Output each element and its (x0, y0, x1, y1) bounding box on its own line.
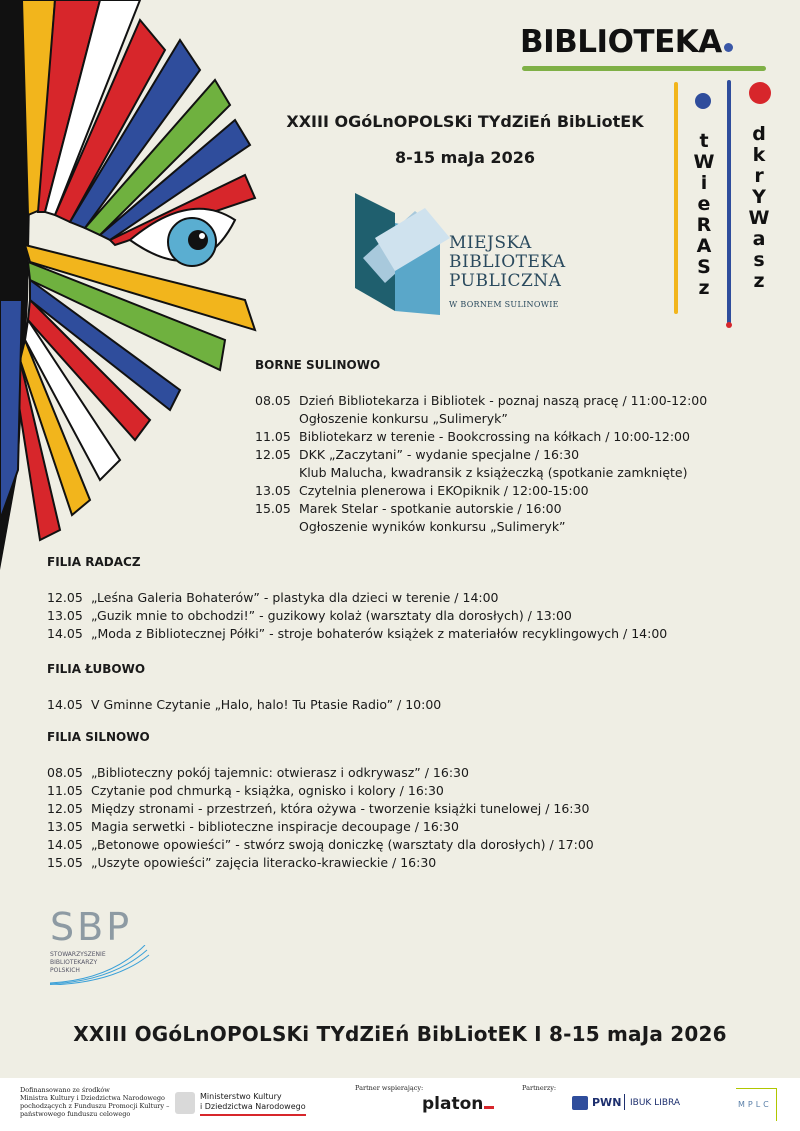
vertical-letter: Y (752, 186, 766, 208)
schedule-row (47, 782, 747, 800)
ibuk-logo: IBUK LIBRA (630, 1098, 681, 1108)
vertical-letter: a (752, 228, 766, 250)
blue-bar (727, 80, 731, 324)
event-date: 12.05 (255, 447, 291, 462)
event-date: 15.05 (255, 501, 291, 516)
schedule-row (47, 854, 747, 872)
eagle-emblem-icon (175, 1092, 195, 1114)
section-title: FILIA RADACZ (47, 555, 141, 569)
section-title: FILIA ŁUBOWO (47, 662, 146, 676)
brand-logo: BIBLIOTEKA (520, 24, 733, 60)
schedule-row (255, 464, 715, 482)
vertical-letter: z (698, 277, 710, 299)
section-filia-lubowo (47, 662, 747, 714)
event-date (255, 518, 299, 536)
event-date: 13.05 (47, 608, 83, 623)
schedule-row (47, 589, 747, 607)
event-date: 14.05 (47, 697, 83, 712)
vertical-letter: i (700, 172, 708, 194)
section-filia-silnowo (47, 730, 747, 872)
vertical-letter: e (697, 193, 711, 215)
event-description: DKK „Zaczytani” - wydanie specjalne / 16:30 (299, 447, 580, 462)
partners-label: Partnerzy: (522, 1084, 557, 1092)
schedule-row (47, 836, 747, 854)
event-description: „Leśna Galeria Bohaterów” - plastyka dla dzieci w terenie / 14:00 (91, 590, 499, 605)
schedule-row (47, 800, 747, 818)
vertical-letter: d (752, 123, 766, 145)
event-description: Ogłoszenie konkursu „Sulimeryk” (299, 411, 508, 426)
event-description: „Betonowe opowieści” - stwórz swoją doniczkę (warsztaty dla dorosłych) / 17:00 (91, 837, 594, 852)
event-date: 13.05 (255, 483, 291, 498)
event-date: 13.05 (47, 819, 83, 834)
platon-logo: platon (422, 1094, 494, 1114)
event-description: „Biblioteczny pokój tajemnic: otwierasz i odkrywasz” / 16:30 (91, 765, 469, 780)
event-description: „Guzik mnie to obchodzi!” - guzikowy kolaż (warsztaty dla dorosłych) / 13:00 (91, 608, 572, 623)
event-description: Między stronami - przestrzeń, która ożywa - tworzenie książki tunelowej / 16:30 (91, 801, 590, 816)
vertical-letter: R (696, 214, 712, 236)
schedule-row (255, 428, 715, 446)
event-description: Dzień Bibliotekarza i Bibliotek - poznaj naszą pracę / 11:00-12:00 (299, 393, 708, 408)
event-description: Magia serwetki - biblioteczne inspiracje decoupage / 16:30 (91, 819, 459, 834)
vertical-letter: s (753, 249, 765, 271)
event-date (255, 464, 299, 482)
vertical-letter: k (752, 144, 766, 166)
brand-underline (522, 66, 766, 71)
section-filia-radacz (47, 555, 747, 643)
event-date: 14.05 (47, 837, 83, 852)
vertical-letter: S (697, 256, 711, 278)
vertical-letter: W (748, 207, 770, 229)
sbp-wave-icon (50, 945, 150, 985)
schedule-row (255, 446, 715, 464)
vertical-letter: r (754, 165, 764, 187)
event-date: 08.05 (47, 765, 83, 780)
book-eye-illustration (0, 0, 290, 570)
schedule-row (255, 482, 715, 500)
library-name: MIEJSKA BIBLIOTEKA PUBLICZNA W BORNEM SULINOWIE (449, 233, 566, 309)
event-description: Ogłoszenie wyników konkursu „Sulimeryk” (299, 519, 566, 534)
event-description: „Uszyte opowieści” zajęcia literacko-krawieckie / 16:30 (91, 855, 437, 870)
event-description: „Moda z Bibliotecznej Półki” - stroje bohaterów książek z materiałów recyklingowych / 14:00 (91, 626, 668, 641)
schedule-row (47, 818, 747, 836)
event-date: 11.05 (255, 429, 291, 444)
mplc-logo: MPLC (738, 1100, 772, 1109)
schedule-row (47, 607, 747, 625)
blue-dot-icon (695, 93, 711, 109)
sbp-logo: SBP STOWARZYSZENIE BIBLIOTEKARZY POLSKICH (50, 905, 170, 1005)
schedule-row (255, 392, 715, 410)
vertical-letter: W (693, 151, 715, 173)
event-title: XXIII OGóLnOPOLSKi TYdZiEń BibLiotEK (286, 112, 644, 131)
partner-label: Partner wspierający: (355, 1084, 424, 1092)
event-description: Klub Malucha, kwadransik z książeczką (spotkanie zamknięte) (299, 465, 688, 480)
schedule-row (47, 696, 747, 714)
event-date: 11.05 (47, 783, 83, 798)
event-date: 14.05 (47, 626, 83, 641)
event-description: V Gminne Czytanie „Halo, halo! Tu Ptasie Radio” / 10:00 (91, 697, 442, 712)
section-title: FILIA SILNOWO (47, 730, 150, 744)
event-description: Bibliotekarz w terenie - Bookcrossing na kółkach / 10:00-12:00 (299, 429, 690, 444)
pwn-divider (624, 1094, 625, 1110)
event-date: 12.05 (47, 590, 83, 605)
pwn-icon (572, 1096, 588, 1110)
event-date (255, 410, 299, 428)
schedule-row (47, 764, 747, 782)
footer-title: XXIII OGóLnOPOLSKi TYdZiEń BibLiotEK I 8-15 maJa 2026 (73, 1022, 727, 1046)
schedule-row (47, 625, 747, 643)
schedule-row (255, 500, 715, 518)
event-description: Marek Stelar - spotkanie autorskie / 16:00 (299, 501, 562, 516)
event-date: 15.05 (47, 855, 83, 870)
vertical-letter: t (699, 130, 709, 152)
vertical-word-otwierasz (693, 110, 715, 299)
event-dates: 8-15 maJa 2026 (395, 148, 535, 167)
vertical-word-odkrywasz (748, 103, 770, 292)
pwn-logo: PWN (592, 1096, 622, 1109)
event-description: Czytelnia plenerowa i EKOpiknik / 12:00-15:00 (299, 483, 589, 498)
funding-note: Dofinansowano ze środków Ministra Kultury i Dziedzictwa Narodowego pochodzących z Funduszu Promocji Kultury – państwowego funduszu celowego (20, 1086, 170, 1118)
red-dot-icon (749, 82, 771, 104)
event-date: 08.05 (255, 393, 291, 408)
section-borne-sulinowo (255, 358, 715, 536)
ministry-logo: Ministerstwo Kultury i Dziedzictwa Narodowego (200, 1092, 306, 1116)
event-date: 12.05 (47, 801, 83, 816)
event-description: Czytanie pod chmurką - książka, ognisko i kolory / 16:30 (91, 783, 444, 798)
sponsor-strip (0, 1078, 800, 1131)
schedule-row (255, 410, 715, 428)
schedule-row (255, 518, 715, 536)
small-red-dot-icon (726, 322, 732, 328)
vertical-letter: A (696, 235, 712, 257)
vertical-letter: z (753, 270, 765, 292)
section-title: BORNE SULINOWO (255, 358, 381, 372)
yellow-bar (674, 82, 678, 314)
